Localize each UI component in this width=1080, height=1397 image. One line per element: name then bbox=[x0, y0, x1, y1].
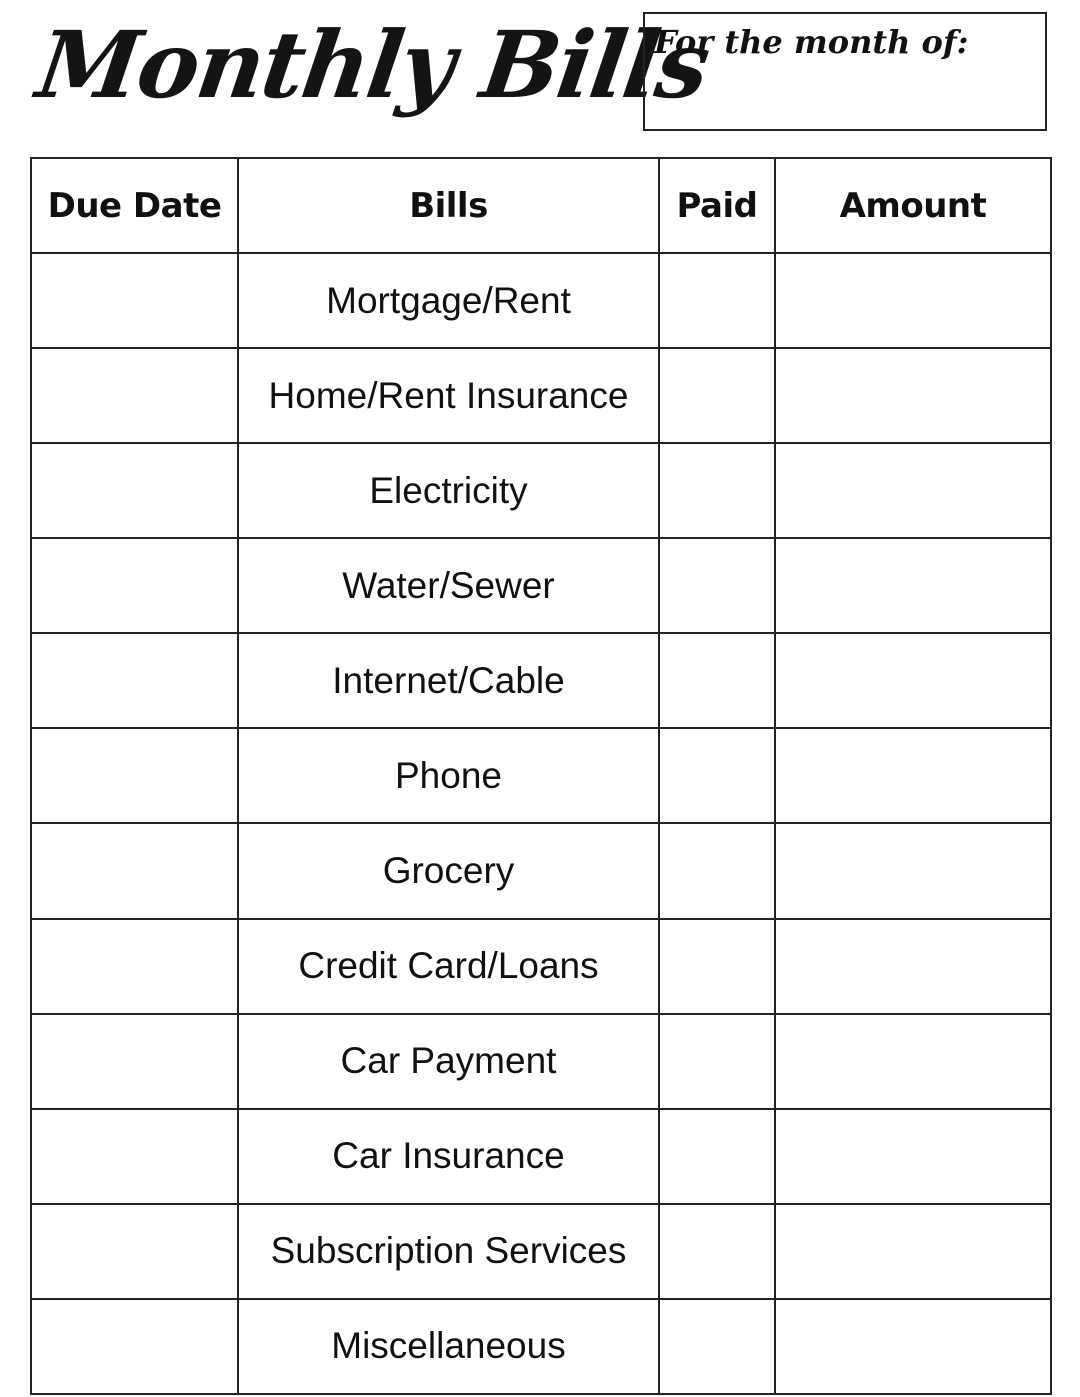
bill-name-cell: Internet/Cable bbox=[238, 633, 659, 728]
month-label: For the month of: bbox=[654, 23, 969, 61]
bill-name-cell: Mortgage/Rent bbox=[238, 253, 659, 348]
due-date-cell[interactable] bbox=[31, 1204, 238, 1299]
bill-name-cell: Car Payment bbox=[238, 1014, 659, 1109]
column-header-bills: Bills bbox=[238, 158, 659, 253]
paid-cell[interactable] bbox=[659, 1204, 775, 1299]
paid-cell[interactable] bbox=[659, 253, 775, 348]
amount-cell[interactable] bbox=[775, 1299, 1051, 1394]
page-title: Monthly Bills bbox=[30, 11, 715, 119]
table-row bbox=[31, 1109, 1051, 1204]
due-date-cell[interactable] bbox=[31, 823, 238, 918]
due-date-cell[interactable] bbox=[31, 443, 238, 538]
due-date-cell[interactable] bbox=[31, 348, 238, 443]
amount-cell[interactable] bbox=[775, 823, 1051, 918]
amount-cell[interactable] bbox=[775, 1204, 1051, 1299]
paid-cell[interactable] bbox=[659, 823, 775, 918]
table-header-row bbox=[31, 158, 1051, 253]
paid-cell[interactable] bbox=[659, 348, 775, 443]
amount-cell[interactable] bbox=[775, 443, 1051, 538]
paid-cell[interactable] bbox=[659, 1014, 775, 1109]
due-date-cell[interactable] bbox=[31, 728, 238, 823]
paid-cell[interactable] bbox=[659, 443, 775, 538]
paid-cell[interactable] bbox=[659, 633, 775, 728]
bill-name-cell: Miscellaneous bbox=[238, 1299, 659, 1394]
table-row bbox=[31, 253, 1051, 348]
table-row bbox=[31, 633, 1051, 728]
amount-cell[interactable] bbox=[775, 1014, 1051, 1109]
amount-cell[interactable] bbox=[775, 728, 1051, 823]
column-header-paid: Paid bbox=[659, 158, 775, 253]
table-row bbox=[31, 728, 1051, 823]
amount-cell[interactable] bbox=[775, 348, 1051, 443]
month-field[interactable] bbox=[643, 12, 1047, 131]
table-row bbox=[31, 348, 1051, 443]
due-date-cell[interactable] bbox=[31, 919, 238, 1014]
table-row bbox=[31, 1204, 1051, 1299]
amount-cell[interactable] bbox=[775, 1109, 1051, 1204]
bill-name-cell: Car Insurance bbox=[238, 1109, 659, 1204]
amount-cell[interactable] bbox=[775, 538, 1051, 633]
bill-name-cell: Home/Rent Insurance bbox=[238, 348, 659, 443]
due-date-cell[interactable] bbox=[31, 1299, 238, 1394]
table-row bbox=[31, 538, 1051, 633]
table-row bbox=[31, 1299, 1051, 1394]
due-date-cell[interactable] bbox=[31, 538, 238, 633]
due-date-cell[interactable] bbox=[31, 253, 238, 348]
due-date-cell[interactable] bbox=[31, 1014, 238, 1109]
due-date-cell[interactable] bbox=[31, 633, 238, 728]
column-header-amount: Amount bbox=[775, 158, 1051, 253]
bill-name-cell: Electricity bbox=[238, 443, 659, 538]
table-row bbox=[31, 443, 1051, 538]
amount-cell[interactable] bbox=[775, 253, 1051, 348]
bill-name-cell: Phone bbox=[238, 728, 659, 823]
bill-name-cell: Grocery bbox=[238, 823, 659, 918]
bills-table bbox=[30, 157, 1052, 1395]
bill-name-cell: Credit Card/Loans bbox=[238, 919, 659, 1014]
table-row bbox=[31, 823, 1051, 918]
paid-cell[interactable] bbox=[659, 728, 775, 823]
paid-cell[interactable] bbox=[659, 1109, 775, 1204]
due-date-cell[interactable] bbox=[31, 1109, 238, 1204]
bill-name-cell: Subscription Services bbox=[238, 1204, 659, 1299]
amount-cell[interactable] bbox=[775, 633, 1051, 728]
paid-cell[interactable] bbox=[659, 538, 775, 633]
amount-cell[interactable] bbox=[775, 919, 1051, 1014]
table-row bbox=[31, 1014, 1051, 1109]
paid-cell[interactable] bbox=[659, 1299, 775, 1394]
table-row bbox=[31, 919, 1051, 1014]
paid-cell[interactable] bbox=[659, 919, 775, 1014]
bill-name-cell: Water/Sewer bbox=[238, 538, 659, 633]
column-header-due-date: Due Date bbox=[31, 158, 238, 253]
